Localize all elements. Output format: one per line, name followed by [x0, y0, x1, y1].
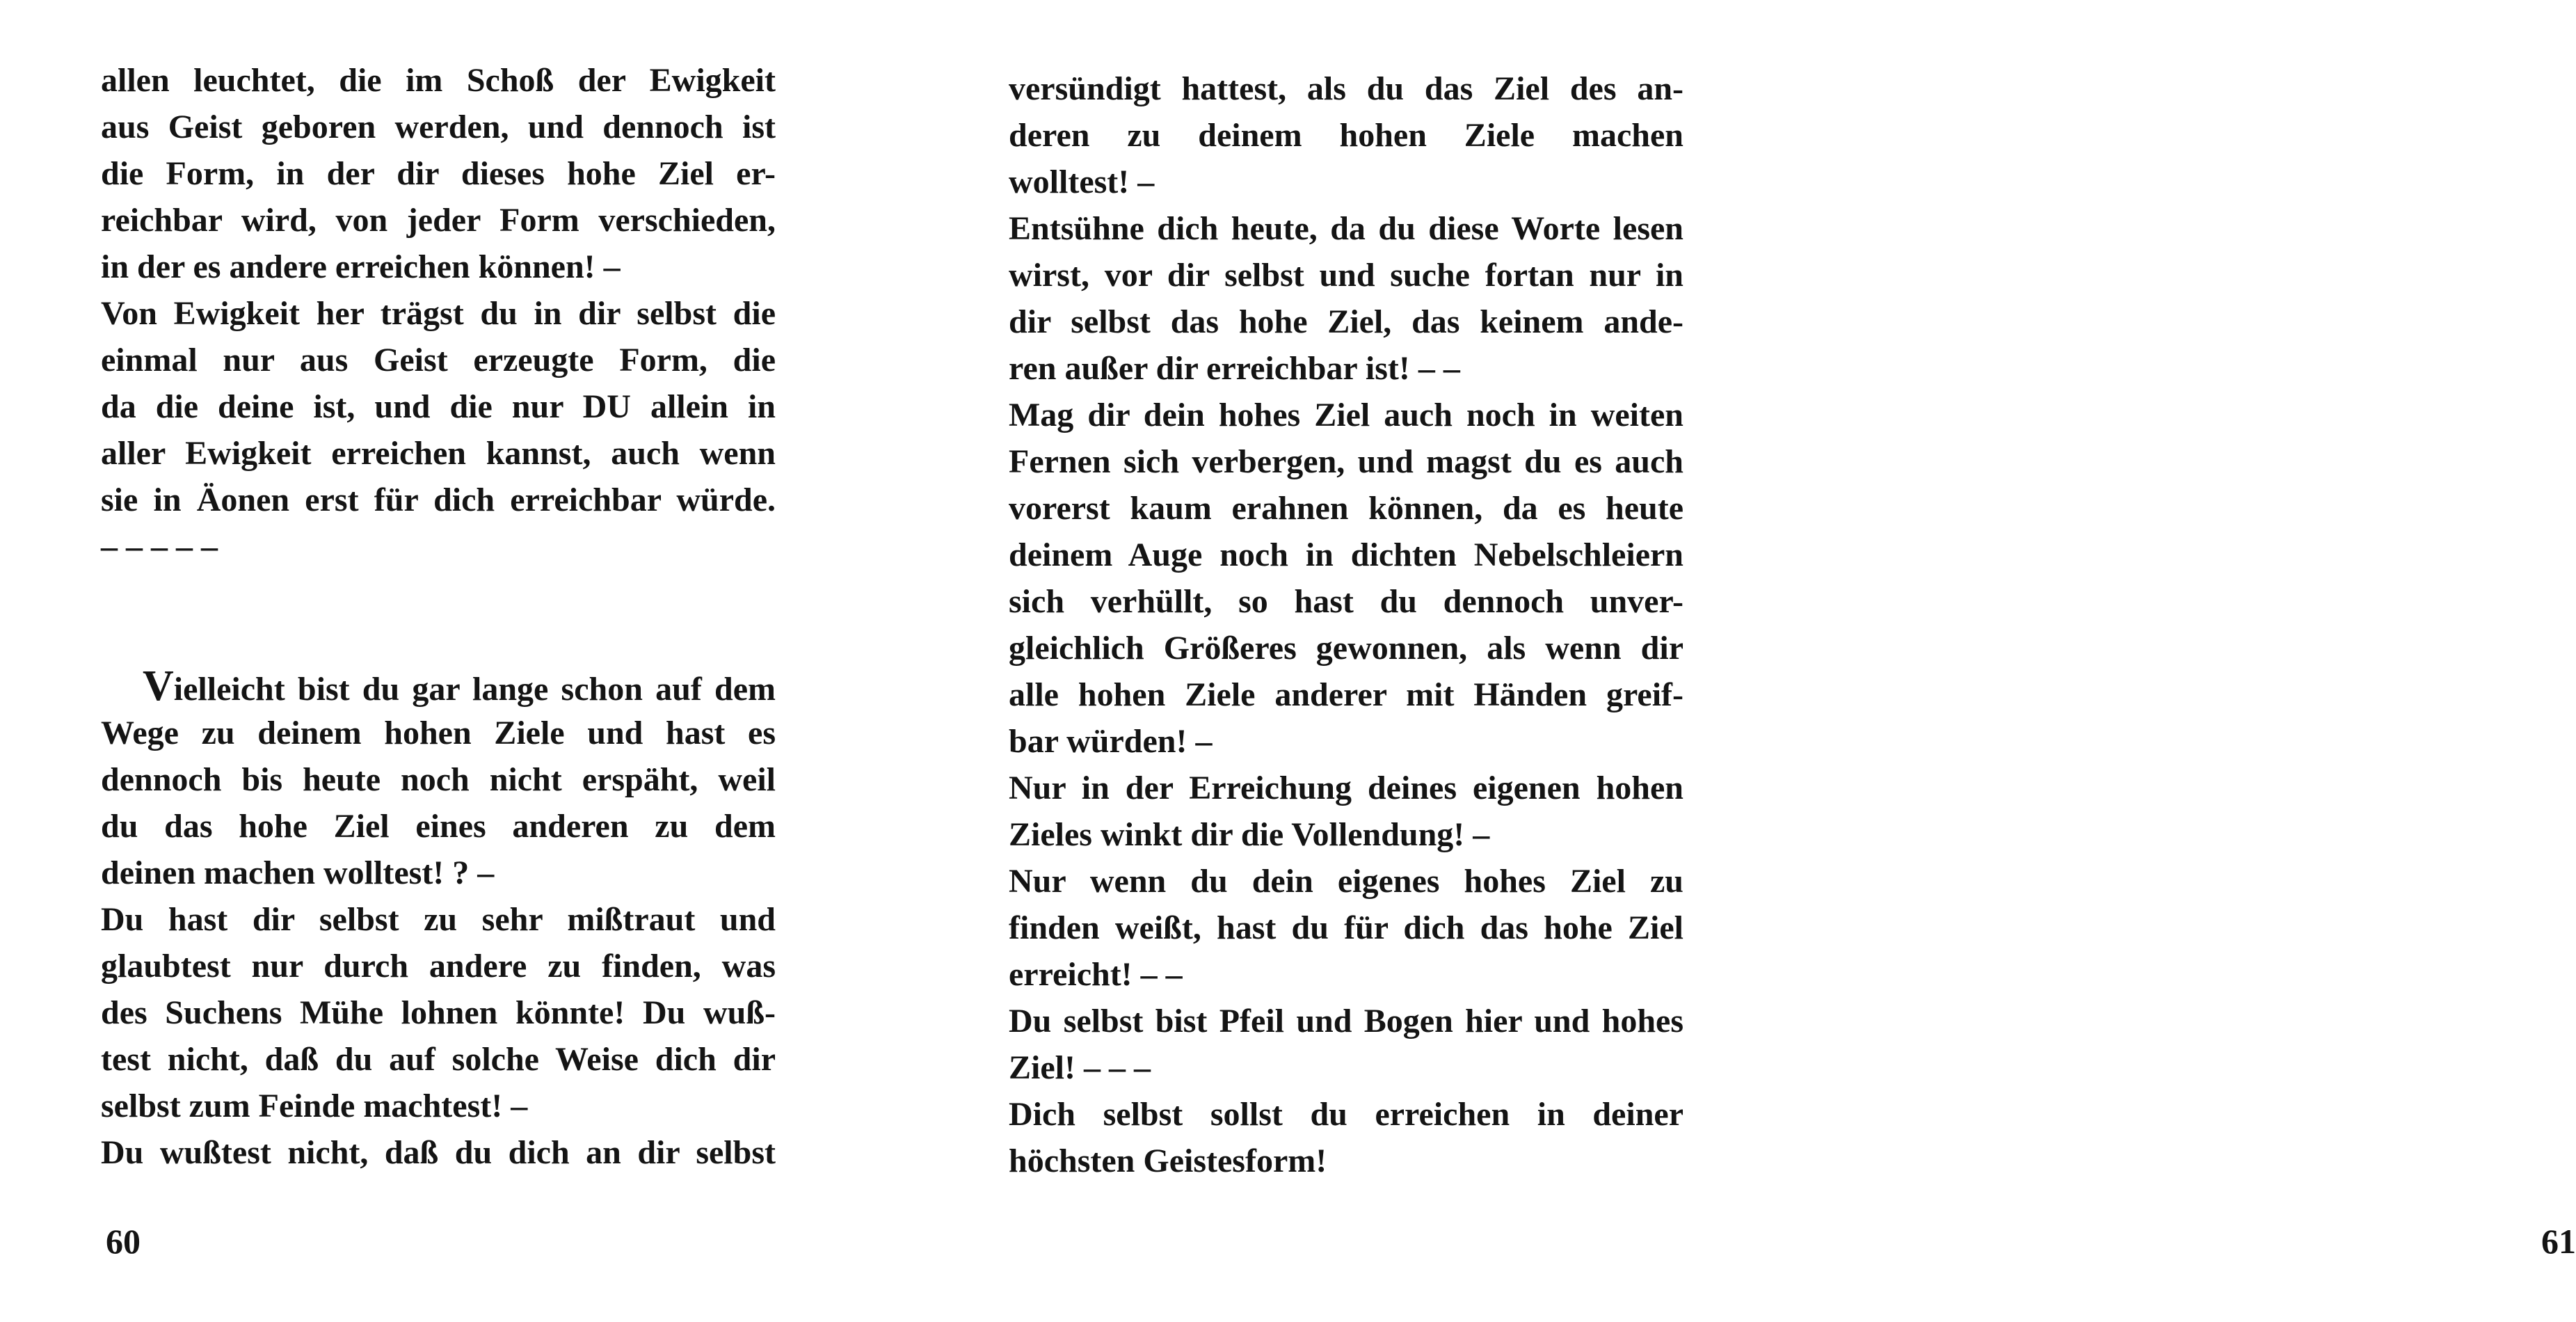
drop-cap: V [143, 662, 174, 710]
text-line: in der es andere erreichen können! – [101, 248, 621, 285]
text-line: da die deine ist, und die nur DU allein in [101, 388, 776, 425]
dash-separator: – – – – – [101, 528, 218, 565]
text-line: vorerst kaum erahnen können, da es heute [1009, 490, 1683, 527]
text-line: deinem Auge noch in dichten Nebelschleiern [1009, 536, 1683, 573]
text-line: Vielleicht bist du gar lange schon auf dem [143, 662, 776, 710]
text-line: selbst zum Feinde machtest! – [101, 1088, 528, 1124]
text-line: einmal nur aus Geist erzeugte Form, die [101, 342, 776, 379]
text-line: sich verhüllt, so hast du dennoch unver- [1009, 583, 1683, 620]
text-line: dir selbst das hohe Ziel, das keinem ande- [1009, 303, 1683, 340]
text-line: alle hohen Ziele anderer mit Händen greif- [1009, 676, 1683, 713]
paragraph-gap [101, 570, 776, 663]
text-line: dennoch bis heute noch nicht erspäht, weil [101, 761, 776, 798]
text-line: erreicht! – – [1009, 956, 1183, 993]
text-line: Du selbst bist Pfeil und Bogen hier und hohes [1009, 1003, 1683, 1040]
right-text-block [1009, 65, 1683, 1184]
text-line: Nur wenn du dein eigenes hohes Ziel zu [1009, 863, 1683, 900]
text-line: Von Ewigkeit her trägst du in dir selbst die [101, 295, 776, 332]
text-line: du das hohe Ziel eines anderen zu dem [101, 808, 776, 845]
text-line: Dich selbst sollst du erreichen in deiner [1009, 1096, 1683, 1133]
text-line: Ziel! – – – [1009, 1049, 1151, 1086]
text-line: reichbar wird, von jeder Form verschieden, [101, 202, 776, 239]
text-line: Du hast dir selbst zu sehr mißtraut und [101, 901, 776, 938]
text-line: allen leuchtet, die im Schoß der Ewigkeit [101, 62, 776, 99]
text-line: die Form, in der dir dieses hohe Ziel er- [101, 155, 776, 192]
text-line: gleichlich Größeres gewonnen, als wenn dir [1009, 630, 1683, 667]
text-line: höchsten Geistesform! [1009, 1142, 1327, 1179]
text-line: Mag dir dein hohes Ziel auch noch in weiten [1009, 397, 1683, 433]
page-number: 60 [106, 1222, 141, 1261]
text-line: Wege zu deinem hohen Ziele und hast es [101, 715, 776, 751]
text-line: Fernen sich verbergen, und magst du es auch [1009, 443, 1683, 480]
text-line: aus Geist geboren werden, und dennoch ist [101, 109, 776, 145]
text-line: glaubtest nur durch andere zu finden, was [101, 948, 776, 985]
text-line: Zieles winkt dir die Vollendung! – [1009, 816, 1490, 853]
text-line: ren außer dir erreichbar ist! – – [1009, 350, 1460, 387]
text-line: wirst, vor dir selbst und suche fortan nur in [1009, 257, 1683, 294]
text-line: bar würden! – [1009, 723, 1213, 760]
text-line: versündigt hattest, als du das Ziel des an- [1009, 70, 1683, 107]
text-line: test nicht, daß du auf solche Weise dich dir [101, 1041, 776, 1078]
left-page [0, 0, 887, 1322]
text-line: deinen machen wolltest! ? – [101, 854, 495, 891]
right-page [887, 0, 2576, 1322]
text-line: deren zu deinem hohen Ziele machen [1009, 117, 1683, 154]
text-line: aller Ewigkeit erreichen kannst, auch wenn [101, 435, 776, 472]
page-number: 61 [2541, 1222, 2576, 1261]
text-line: Du wußtest nicht, daß du dich an dir selbst [101, 1134, 776, 1171]
text-line: des Suchens Mühe lohnen könnte! Du wuß- [101, 994, 776, 1031]
text-line: Entsühne dich heute, da du diese Worte lesen [1009, 210, 1683, 247]
text-line: finden weißt, hast du für dich das hohe Ziel [1009, 909, 1683, 946]
text-line: wolltest! – [1009, 164, 1155, 200]
text-line: sie in Äonen erst für dich erreichbar würde. [101, 481, 776, 518]
left-text-block [101, 57, 776, 1176]
text-line: Nur in der Erreichung deines eigenen hohen [1009, 770, 1683, 806]
